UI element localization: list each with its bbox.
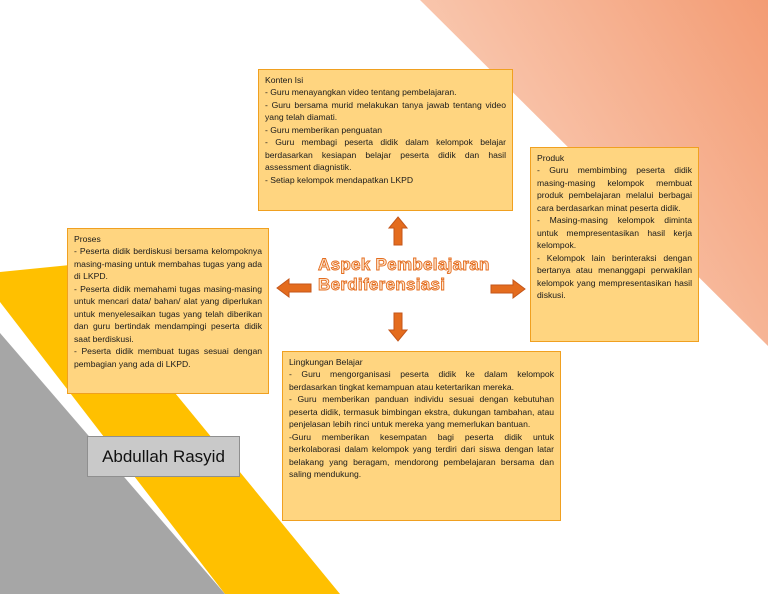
arrow-up-icon: [388, 216, 408, 246]
arrow-down-icon: [388, 312, 408, 342]
arrow-right-icon: [490, 279, 526, 299]
lingkungan-belajar-title: Lingkungan Belajar: [289, 357, 363, 367]
konten-isi-item: - Guru membagi peserta didik dalam kelompok belajar berdasarkan kesiapan belajar peserta didik dan hasil assessment diagnistik.: [265, 137, 506, 173]
center-title-line-2: Berdiferensiasi: [318, 275, 446, 295]
produk-box: [530, 147, 699, 342]
author-name-label: [87, 436, 240, 477]
produk-item: - Masing-masing kelompok diminta untuk mempresentasikan hasil kerja kelompok.: [537, 215, 692, 251]
lingkungan-belajar-item: - Guru mengorganisasi peserta didik ke dalam kelompok berdasarkan tingkat kemampuan atau ketertarikan mereka.: [289, 369, 554, 392]
lingkungan-belajar-box: [282, 351, 561, 521]
proses-box: [67, 228, 269, 394]
produk-item: - Kelompok lain berinteraksi dengan bertanya atau menanggapi perwakilan kelompok yang mempresentasikan hasil diskusi.: [537, 252, 692, 300]
arrow-left-icon: [276, 278, 312, 298]
proses-item: - Peserta didik berdiskusi bersama kelompoknya masing-masing untuk membahas tugas yang ada di LKPD.: [74, 246, 262, 282]
konten-isi-item: - Guru memberikan penguatan: [265, 124, 383, 135]
proses-item: - Peserta didik memahami tugas masing-masing untuk mencari data/ bahan/ alat yang diperlukan untuk menyelesaikan tugas yang telah diberikan dan guru bertindak mendampingi peserta didik saat berdiskusi.: [74, 283, 262, 344]
konten-isi-box: [258, 69, 513, 211]
center-title-line-1: Aspek Pembelajaran: [318, 255, 490, 274]
produk-title: Produk: [537, 153, 565, 163]
author-name: Abdullah Rasyid: [102, 446, 225, 466]
lingkungan-belajar-item: - Guru memberikan panduan individu sesuai dengan kebutuhan peserta didik, termasuk bimbingan ekstra, dukungan tambahan, atau penjelasan lebih rinci untuk mereka yang memerlukan bantuan.: [289, 394, 554, 430]
konten-isi-item: - Setiap kelompok mendapatkan LKPD: [265, 174, 414, 185]
konten-isi-item: - Guru menayangkan video tentang pembelajaran.: [265, 87, 457, 98]
konten-isi-title: Konten Isi: [265, 75, 304, 85]
konten-isi-item: - Guru bersama murid melakukan tanya jawab tentang video yang telah diamati.: [265, 99, 506, 123]
proses-item: - Peserta didik membuat tugas sesuai dengan pembagian yang ada di LKPD.: [74, 346, 262, 369]
proses-title: Proses: [74, 234, 101, 244]
produk-item: - Guru membimbing peserta didik masing-masing kelompok membuat produk pembelajaran melalui berbagai cara berdasarkan minat peserta didik.: [537, 165, 692, 213]
center-title: [318, 255, 493, 296]
lingkungan-belajar-item: -Guru memberikan kesempatan bagi peserta didik untuk berkolaborasi dalam kelompok yang terdiri dari siswa dengan latar belakang yang beragam, mendorong pembelajaran bersama dan saling mendukung.: [289, 431, 554, 480]
